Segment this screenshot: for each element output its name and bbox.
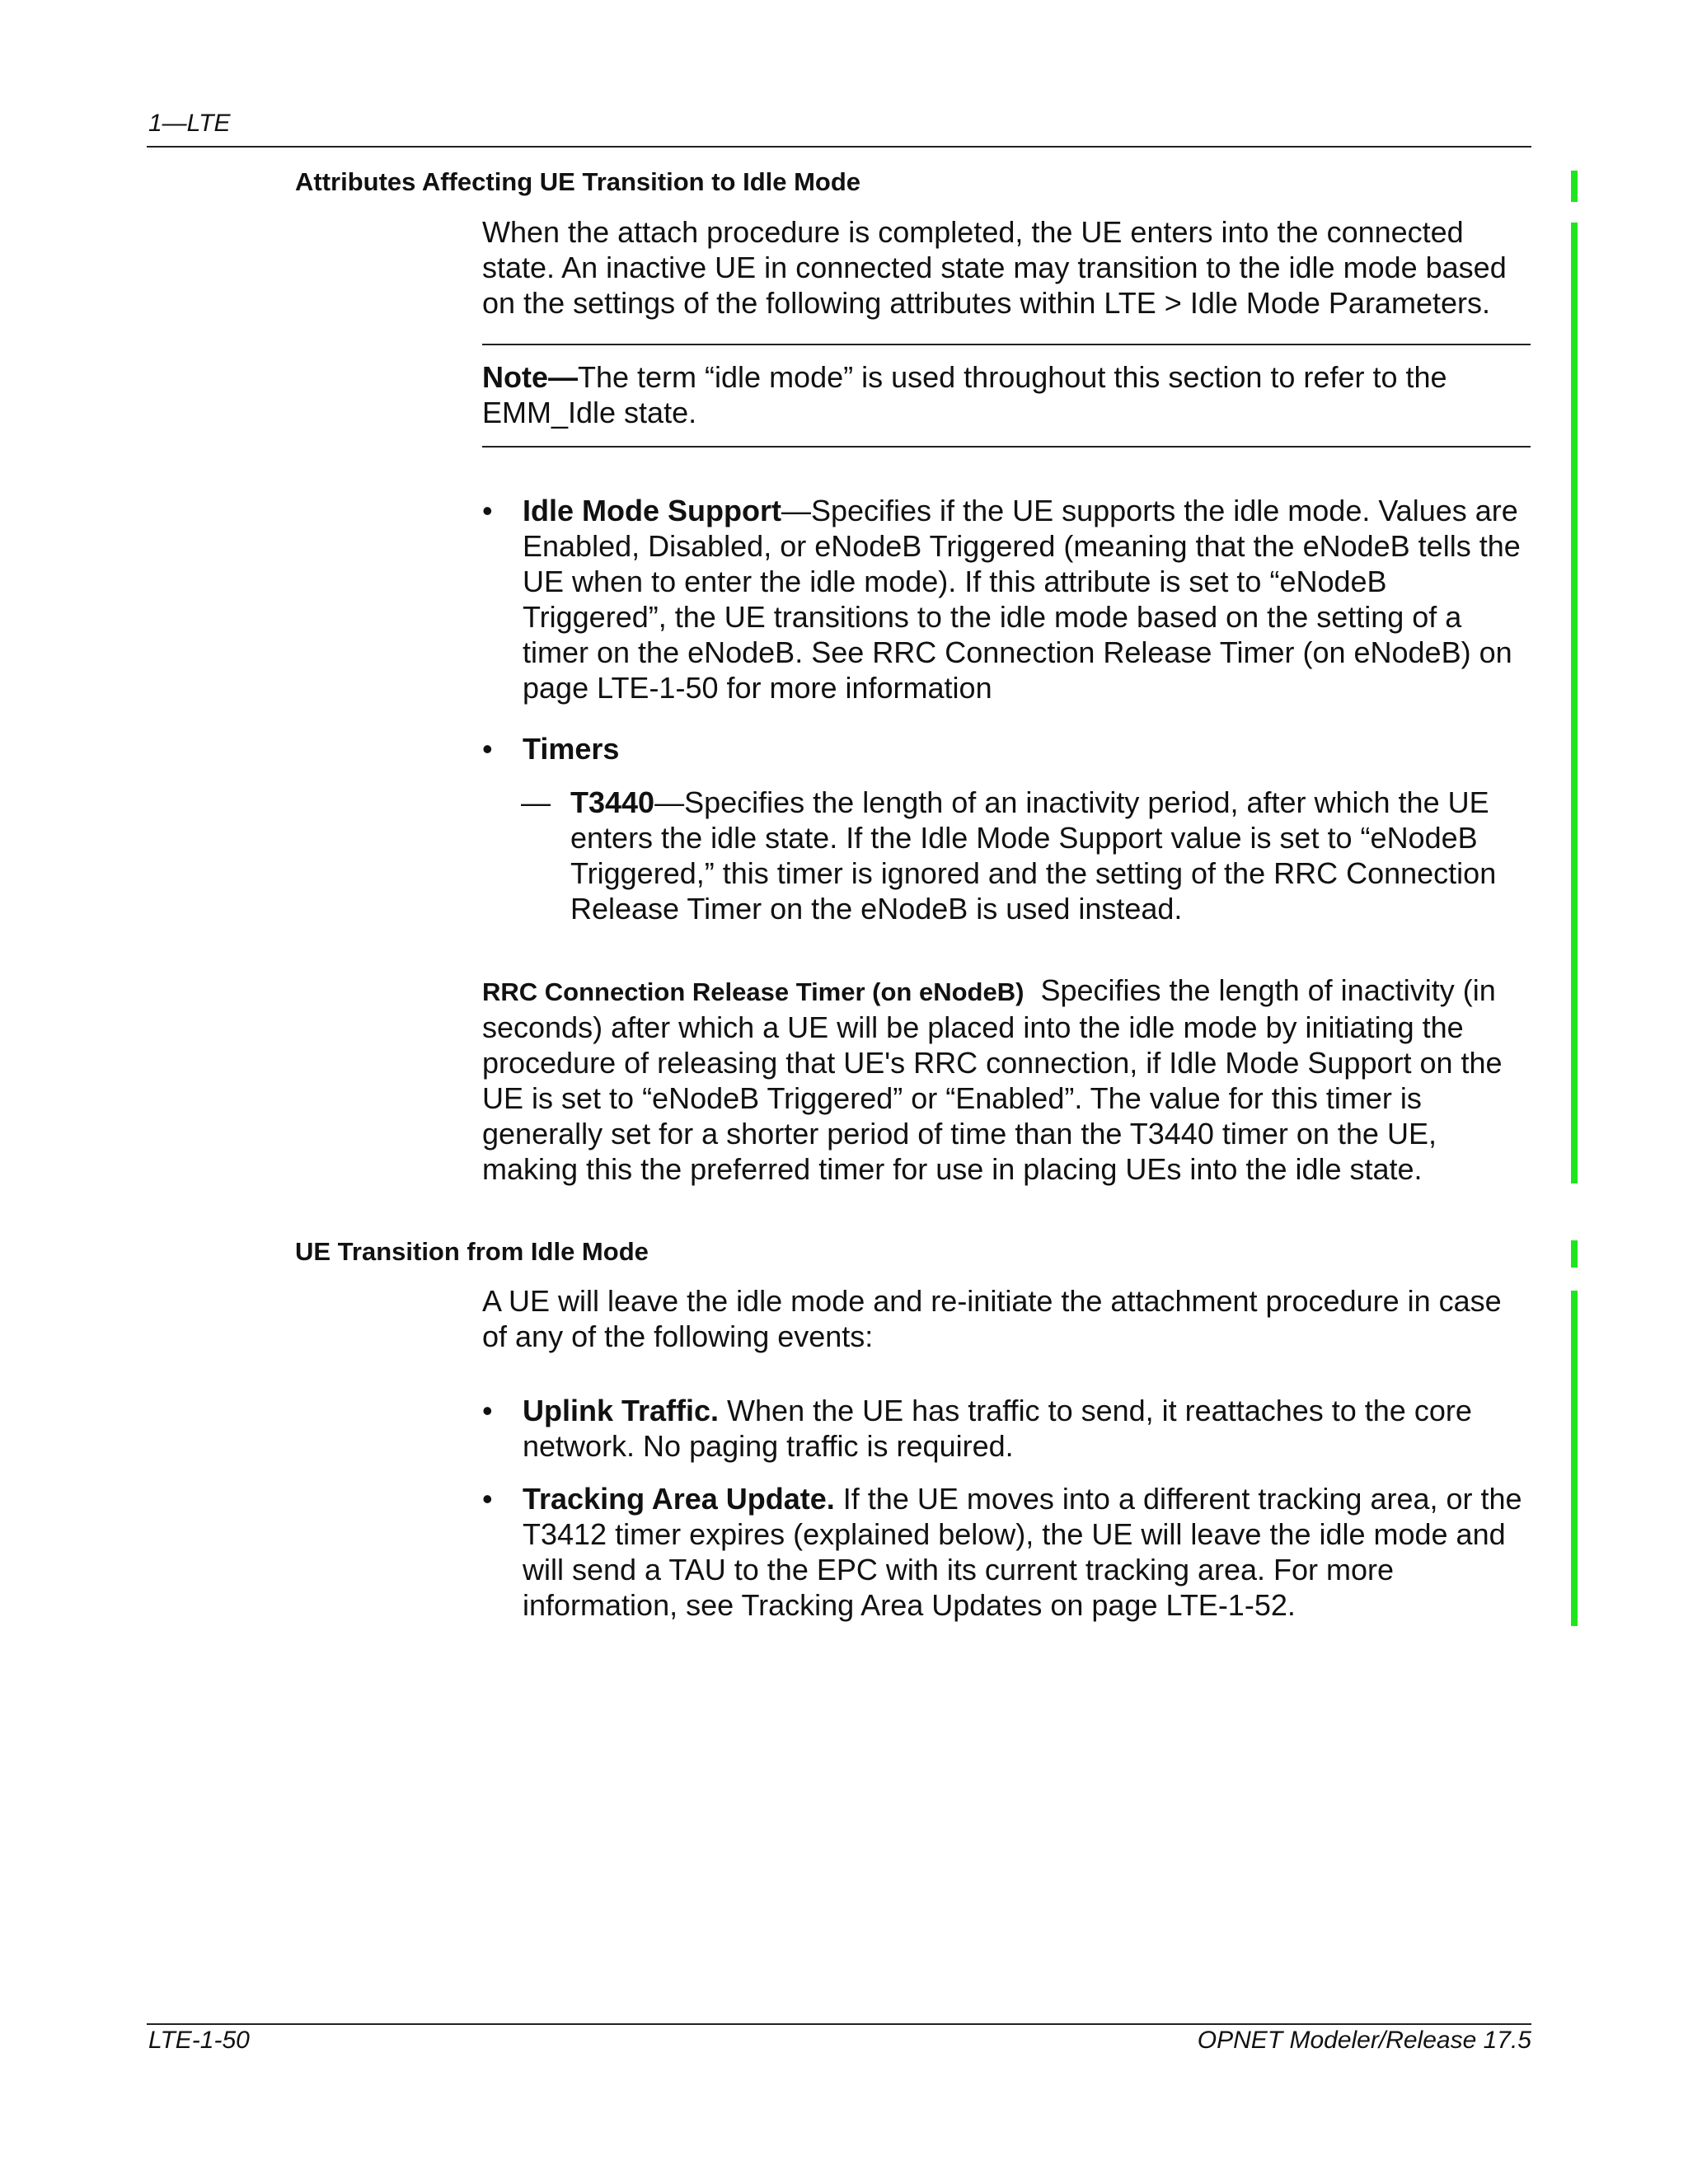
change-bar	[1571, 171, 1578, 202]
bullet-mark: •	[482, 494, 493, 527]
dash-mark: —	[521, 785, 551, 819]
bullet-mark: •	[482, 1482, 493, 1516]
runin-paragraph-rrc-timer	[482, 972, 1531, 1187]
bullet-term: Idle Mode Support	[523, 494, 781, 527]
intro-text: When the attach procedure is completed, the UE enters into the connected state. An inactive UE in connected state may transition to the idle mode based on the settings of the following attributes within LTE > Idle Mode Parameters.	[482, 215, 1507, 320]
running-head: 1—LTE	[148, 110, 231, 137]
sub-item-text: —Specifies the length of an inactivity period, after which the UE enters the idle state. If the Idle Mode Support value is set to “eNodeB Triggered,” this timer is ignored and the setting of the RRC Connection Release Timer on the eNodeB is used instead.	[570, 785, 1497, 926]
section2-intro	[482, 1283, 1531, 1354]
section-heading-from-idle: UE Transition from Idle Mode	[295, 1237, 649, 1266]
bullet-text: If the UE moves into a different tracking area, or the T3412 timer expires (explained below), the UE will leave the idle mode and will send a TAU to the EPC with its current tracking area. For more information, see Tracking Area Updates on page LTE-1-52.	[523, 1482, 1522, 1622]
bullet-term: Tracking Area Update.	[523, 1482, 835, 1516]
footer-page-number: LTE-1-50	[148, 2027, 250, 2054]
footer-rule	[147, 2023, 1531, 2025]
note-bottom-rule	[482, 446, 1531, 448]
change-bar	[1571, 1240, 1578, 1268]
section2-intro-text: A UE will leave the idle mode and re-initiate the attachment procedure in case of any of the following events:	[482, 1284, 1502, 1353]
note-text: The term “idle mode” is used throughout this section to refer to the EMM_Idle state.	[482, 360, 1447, 429]
bullet-term: Uplink Traffic.	[523, 1394, 720, 1427]
bullet-term: Timers	[523, 732, 620, 766]
bullet-mark: •	[482, 732, 493, 766]
runin-text: Specifies the length of inactivity (in seconds) after which a UE will be placed into the idle mode by initiating the procedure of releasing that UE's RRC connection, if Idle Mode Support on the UE is set to “eNodeB Triggered” or “Enabled”. The value for this timer is generally set for a shorter period of time than the T3440 timer on the UE, making this the preferred timer for use in placing UEs into the idle state.	[482, 973, 1503, 1186]
runin-term: RRC Connection Release Timer (on eNodeB)	[482, 977, 1025, 1006]
note-top-rule	[482, 344, 1531, 345]
change-bar	[1571, 223, 1578, 1183]
header-rule	[147, 146, 1531, 148]
section-heading-idle-transition: Attributes Affecting UE Transition to Idle Mode	[295, 167, 861, 196]
bullet-text: When the UE has traffic to send, it reattaches to the core network. No paging traffic is required.	[523, 1394, 1472, 1463]
footer-publication: OPNET Modeler/Release 17.5	[1197, 2027, 1531, 2054]
bullet-mark: •	[482, 1394, 493, 1427]
note-block	[482, 359, 1531, 430]
bullet-text: —Specifies if the UE supports the idle mode. Values are Enabled, Disabled, or eNodeB Triggered (meaning that the eNodeB tells the UE when to enter the idle mode). If this attribute is set to “eNodeB Triggered”, the UE transitions to the idle mode based on the setting of a timer on the eNodeB. See RRC Connection Release Timer (on eNodeB) on page LTE-1-50 for more information	[523, 494, 1521, 705]
note-label: Note—	[482, 360, 578, 394]
sub-item-term: T3440	[570, 785, 655, 819]
change-bar	[1571, 1291, 1578, 1626]
intro-paragraph	[482, 214, 1531, 321]
